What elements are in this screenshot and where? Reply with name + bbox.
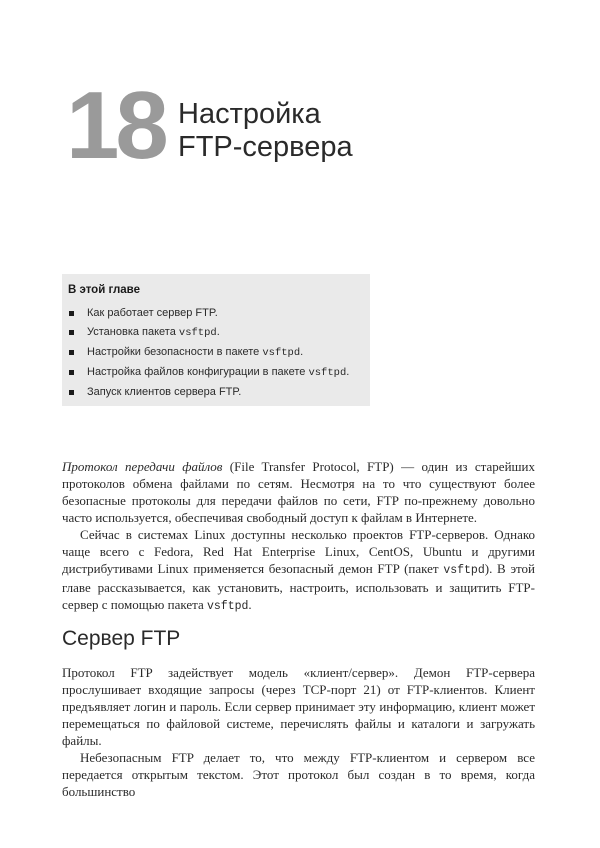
square-bullet-icon [69,350,74,355]
square-bullet-icon [69,390,74,395]
contents-item: Установка пакета vsftpd. [68,323,370,343]
code-term: vsftpd [262,347,301,359]
box-heading: В этой главе [68,284,140,296]
code-term: vsftpd [178,327,217,339]
section-paragraph-1: Протокол FTP задействует модель «клиент/сервер». Демон FTP-сервера прослушивает входящие запросы (через TCP-порт 21) от FTP-клиентов. Клиент предъявляет логин и пароль. Если сервер принимает эту информацию, клиент может перемещаться по файловой системе, перечислять файлы и каталоги и загружать файлы. [62,665,535,748]
chapter-number: 18 [66,72,165,179]
intro-text [62,458,535,615]
contents-list [68,304,370,402]
square-bullet-icon [69,370,74,375]
code-term: vsftpd [207,600,249,613]
chapter-title-line1: Настройка [178,98,321,130]
chapter-title-line2: FTP-сервера [178,131,353,163]
intro-paragraph-1: Протокол передачи файлов (File Transfer Protocol, FTP) — один из старейших протоколов обмена файлами по сетям. Несмотря на то что существуют более безопасные протоколы для передачи файлов по сети, FTP по-прежнему довольно часто используется, обеспечивая свободный доступ к файлам в Интернете. [62,459,535,525]
square-bullet-icon [69,330,74,335]
chapter-contents-box [62,274,370,406]
square-bullet-icon [69,311,74,316]
contents-item: Настройка файлов конфигурации в пакете vsftpd. [68,363,370,383]
code-term: vsftpd [308,367,347,379]
section-paragraph-2: Небезопасным FTP делает то, что между FTP-клиентом и сервером все передается открытым текстом. Этот протокол был создан в то время, когда большинство [62,750,535,799]
term-emphasis: Протокол передачи файлов [62,459,223,474]
chapter-title [178,98,353,164]
intro-paragraph-2: Сейчас в системах Linux доступны несколько проектов FTP-серверов. Однако чаще всего с Fedora, Red Hat Enterprise Linux, CentOS, Ubuntu и другими дистрибутивами Linux применяется безопасный демон FTP (пакет vsftpd). В этой главе рассказывается, как установить, настроить, использовать и защитить FTP-сервер с помощью пакета vsftpd. [62,527,536,613]
contents-item: Настройки безопасности в пакете vsftpd. [68,343,370,363]
code-term: vsftpd [443,564,485,577]
section-heading: Сервер FTP [62,627,181,650]
contents-item: Запуск клиентов сервера FTP. [68,383,370,402]
contents-item: Как работает сервер FTP. [68,304,370,323]
section-text [62,664,535,800]
